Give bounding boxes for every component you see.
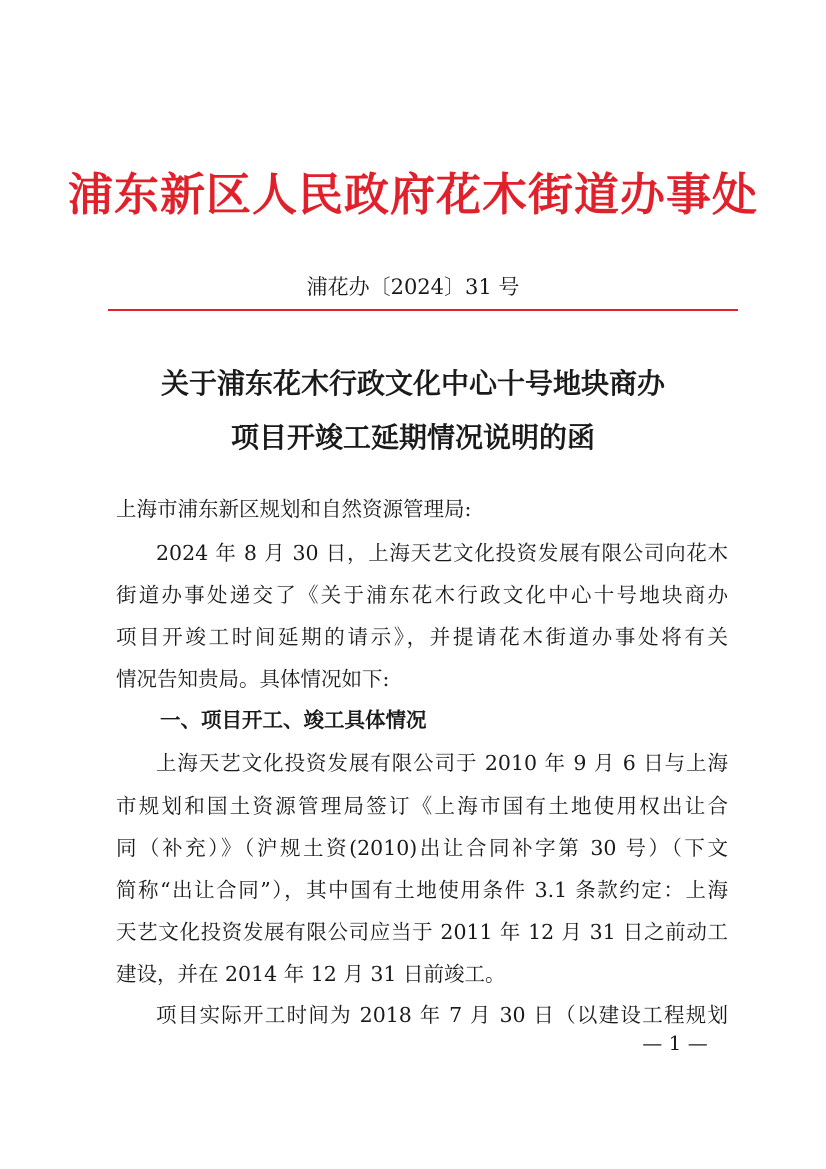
para2-line: 建设，并在 2014 年 12 月 31 日前竣工。 [116,962,506,986]
title-line-2: 项目开竣工延期情况说明的函 [230,421,595,454]
title-line-1: 关于浦东花木行政文化中心十号地块商办 [160,367,665,400]
para1-line: 项目开竣工时间延期的请示》，并提请花木街道办事处将有关 [116,625,728,649]
addressee: 上海市浦东新区规划和自然资源管理局: [116,497,472,521]
page-number: — 1 — [642,1031,708,1055]
para2-line: 同（补充）》（沪规土资(2010)出让合同补字第 30 号）（下文 [116,836,728,860]
para1-line: 2024 年 8 月 30 日，上海天艺文化投资发展有限公司向花木 [156,541,728,565]
para2-line: 天艺文化投资发展有限公司应当于 2011 年 12 月 31 日之前动工 [116,920,728,944]
para1-line: 情况告知贵局。具体情况如下: [116,667,390,691]
red-separator-rule [108,309,738,311]
section1-heading: 一、项目开工、竣工具体情况 [160,708,427,732]
para2-line: 上海天艺文化投资发展有限公司于 2010 年 9 月 6 日与上海 [156,751,728,775]
document-number: 浦花办〔2024〕31 号 [306,275,520,299]
para2-line: 市规划和国土资源管理局签订《上海市国有土地使用权出让合 [116,794,728,818]
para1-line: 街道办事处递交了《关于浦东花木行政文化中心十号地块商办 [116,583,728,607]
issuer-header: 浦东新区人民政府花木街道办事处 [67,168,758,221]
para3-line: 项目实际开工时间为 2018 年 7 月 30 日（以建设工程规划 [156,1003,728,1027]
para2-line: 简称“出让合同”），其中国有土地使用条件 3.1 条款约定：上海 [116,878,728,902]
